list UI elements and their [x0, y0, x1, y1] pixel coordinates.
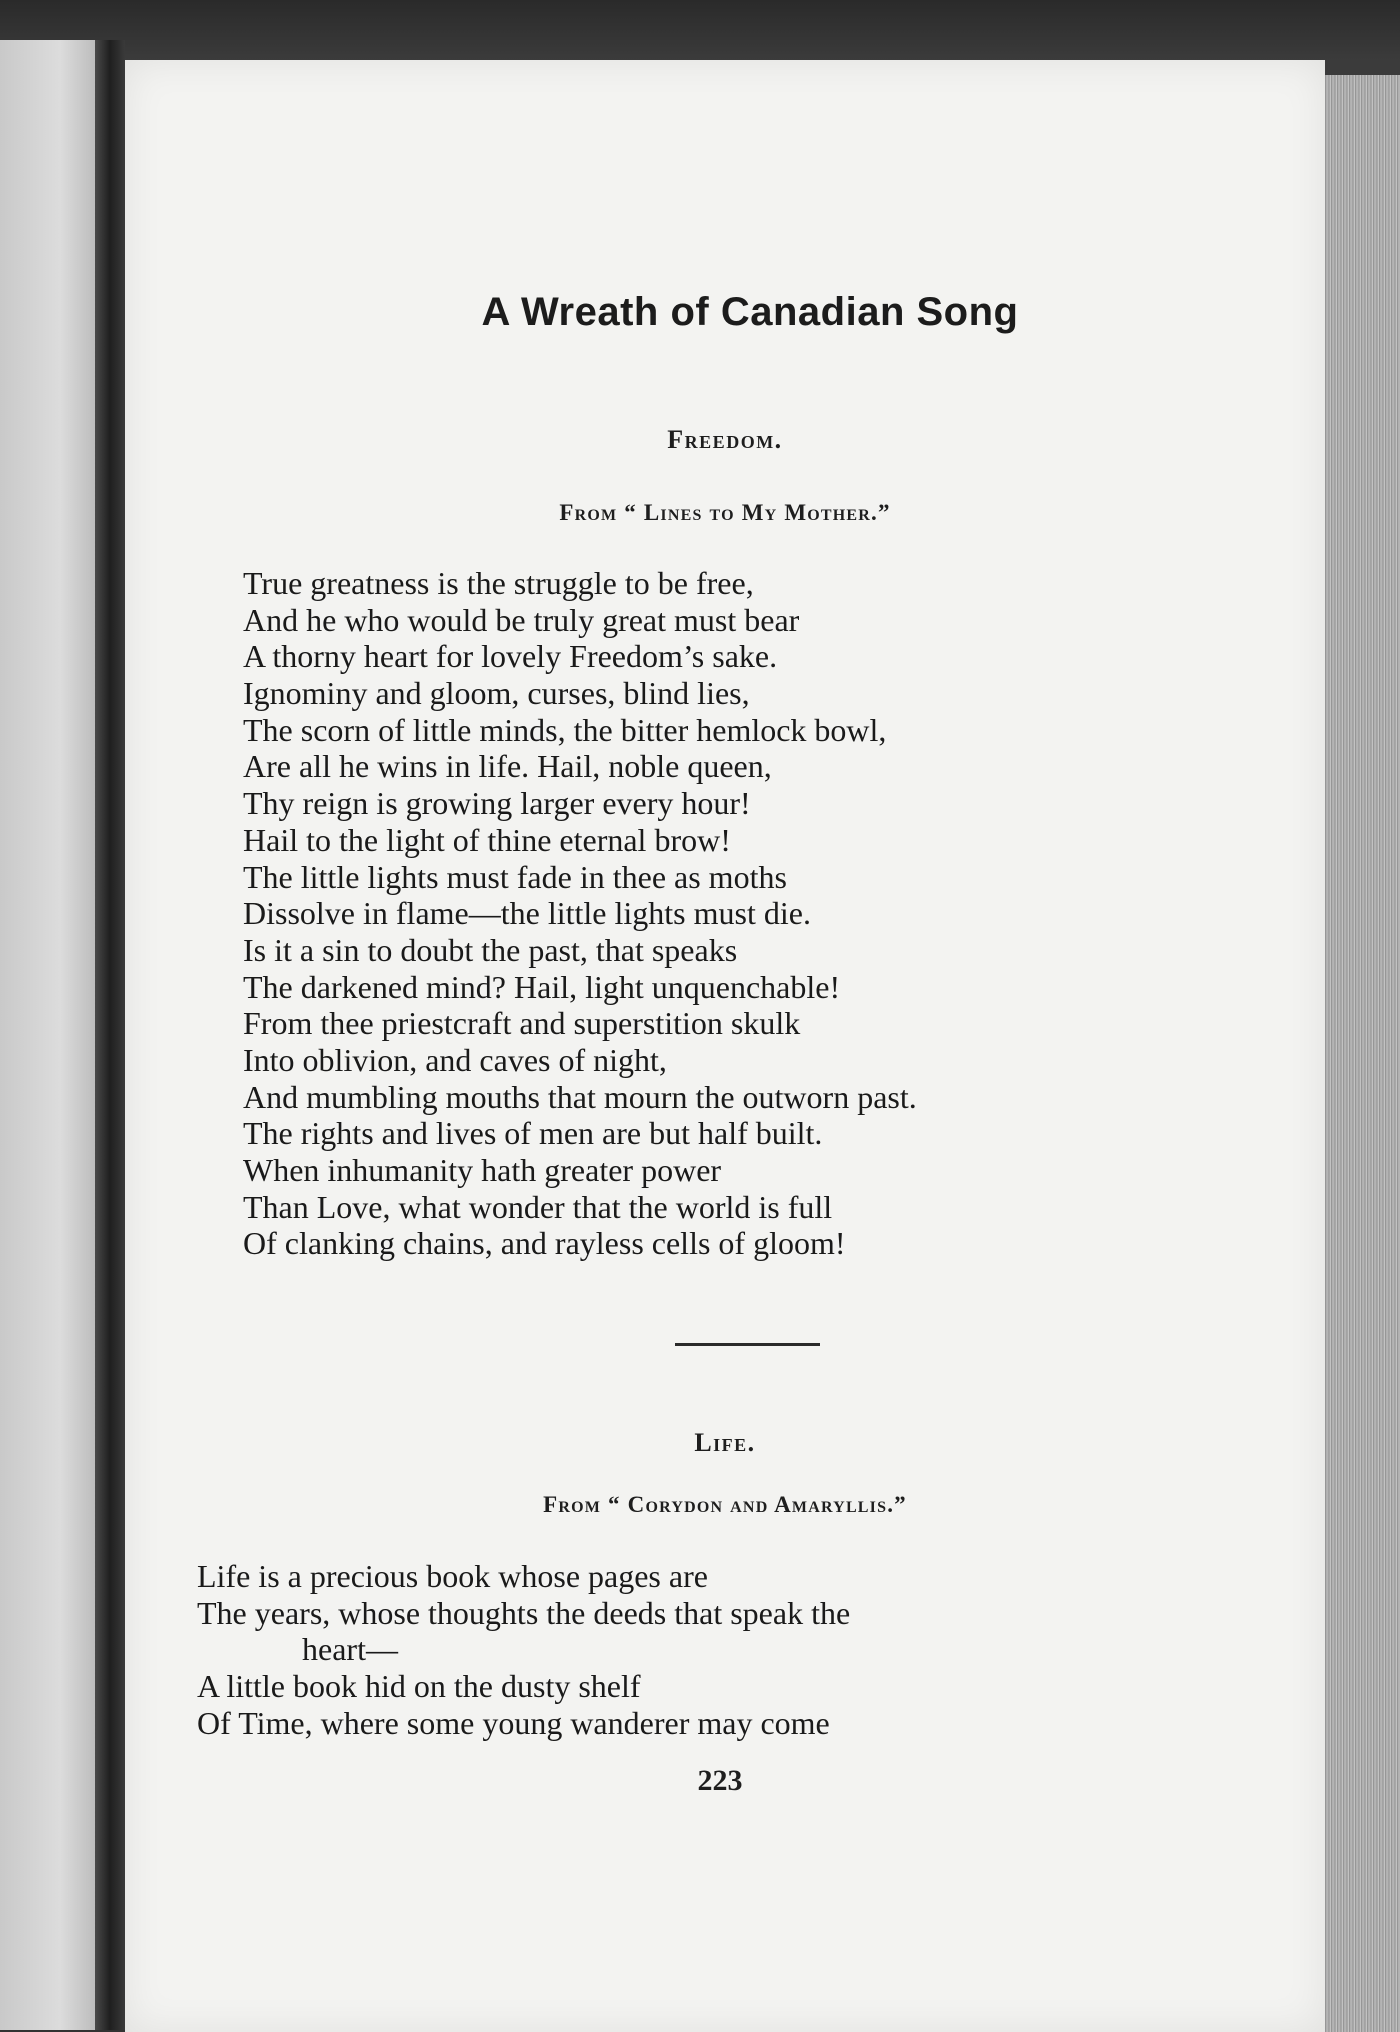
section-divider [675, 1343, 820, 1346]
section-subtitle-freedom: From “ Lines to My Mother.” [559, 500, 891, 525]
poem-line: The scorn of little minds, the bitter hemlock bowl, [243, 711, 887, 748]
page-edges [1325, 75, 1400, 2032]
poem-line: A little book hid on the dusty shelf [197, 1668, 641, 1705]
book-page [125, 60, 1325, 2032]
poem-line: The rights and lives of men are but half built. [243, 1115, 823, 1152]
poem-freedom [243, 565, 917, 1262]
poem-line: The little lights must fade in thee as moths [243, 858, 787, 895]
poem-line-continuation: heart— [302, 1631, 398, 1668]
running-head: A Wreath of Canadian Song [481, 290, 1019, 334]
poem-line: Ignominy and gloom, curses, blind lies, [243, 675, 750, 712]
section-title-freedom: Freedom. [667, 425, 783, 454]
section-subtitle-life: From “ Corydon and Amaryllis.” [543, 1492, 907, 1517]
poem-line: From thee priestcraft and superstition skulk [243, 1005, 801, 1042]
poem-line: The darkened mind? Hail, light unquenchable! [243, 968, 841, 1005]
poem-line: The years, whose thoughts the deeds that speak the [197, 1594, 851, 1631]
facing-page-edge [0, 40, 95, 2030]
poem-life [197, 1558, 850, 1741]
poem-line: Life is a precious book whose pages are [197, 1558, 708, 1594]
poem-line: Than Love, what wonder that the world is full [243, 1188, 833, 1225]
poem-line: Of clanking chains, and rayless cells of gloom! [243, 1225, 846, 1262]
book-gutter [95, 40, 125, 2030]
poem-line: And mumbling mouths that mourn the outworn past. [243, 1078, 917, 1115]
poem-line: Into oblivion, and caves of night, [243, 1041, 667, 1078]
poem-line: When inhumanity hath greater power [243, 1152, 722, 1188]
poem-line: Thy reign is growing larger every hour! [243, 785, 751, 822]
section-title-life: Life. [694, 1428, 756, 1457]
poem-line: Are all he wins in life. Hail, noble queen, [243, 748, 772, 785]
poem-line: A thorny heart for lovely Freedom’s sake. [243, 638, 778, 675]
poem-line: True greatness is the struggle to be free, [243, 565, 754, 601]
poem-line: Of Time, where some young wanderer may come [197, 1704, 830, 1741]
poem-line: Hail to the light of thine eternal brow! [243, 821, 731, 858]
page-number: 223 [697, 1764, 743, 1797]
poem-line: And he who would be truly great must bear [243, 601, 800, 638]
poem-line: Dissolve in flame—the little lights must die. [243, 895, 811, 932]
poem-line: Is it a sin to doubt the past, that speaks [243, 931, 738, 968]
